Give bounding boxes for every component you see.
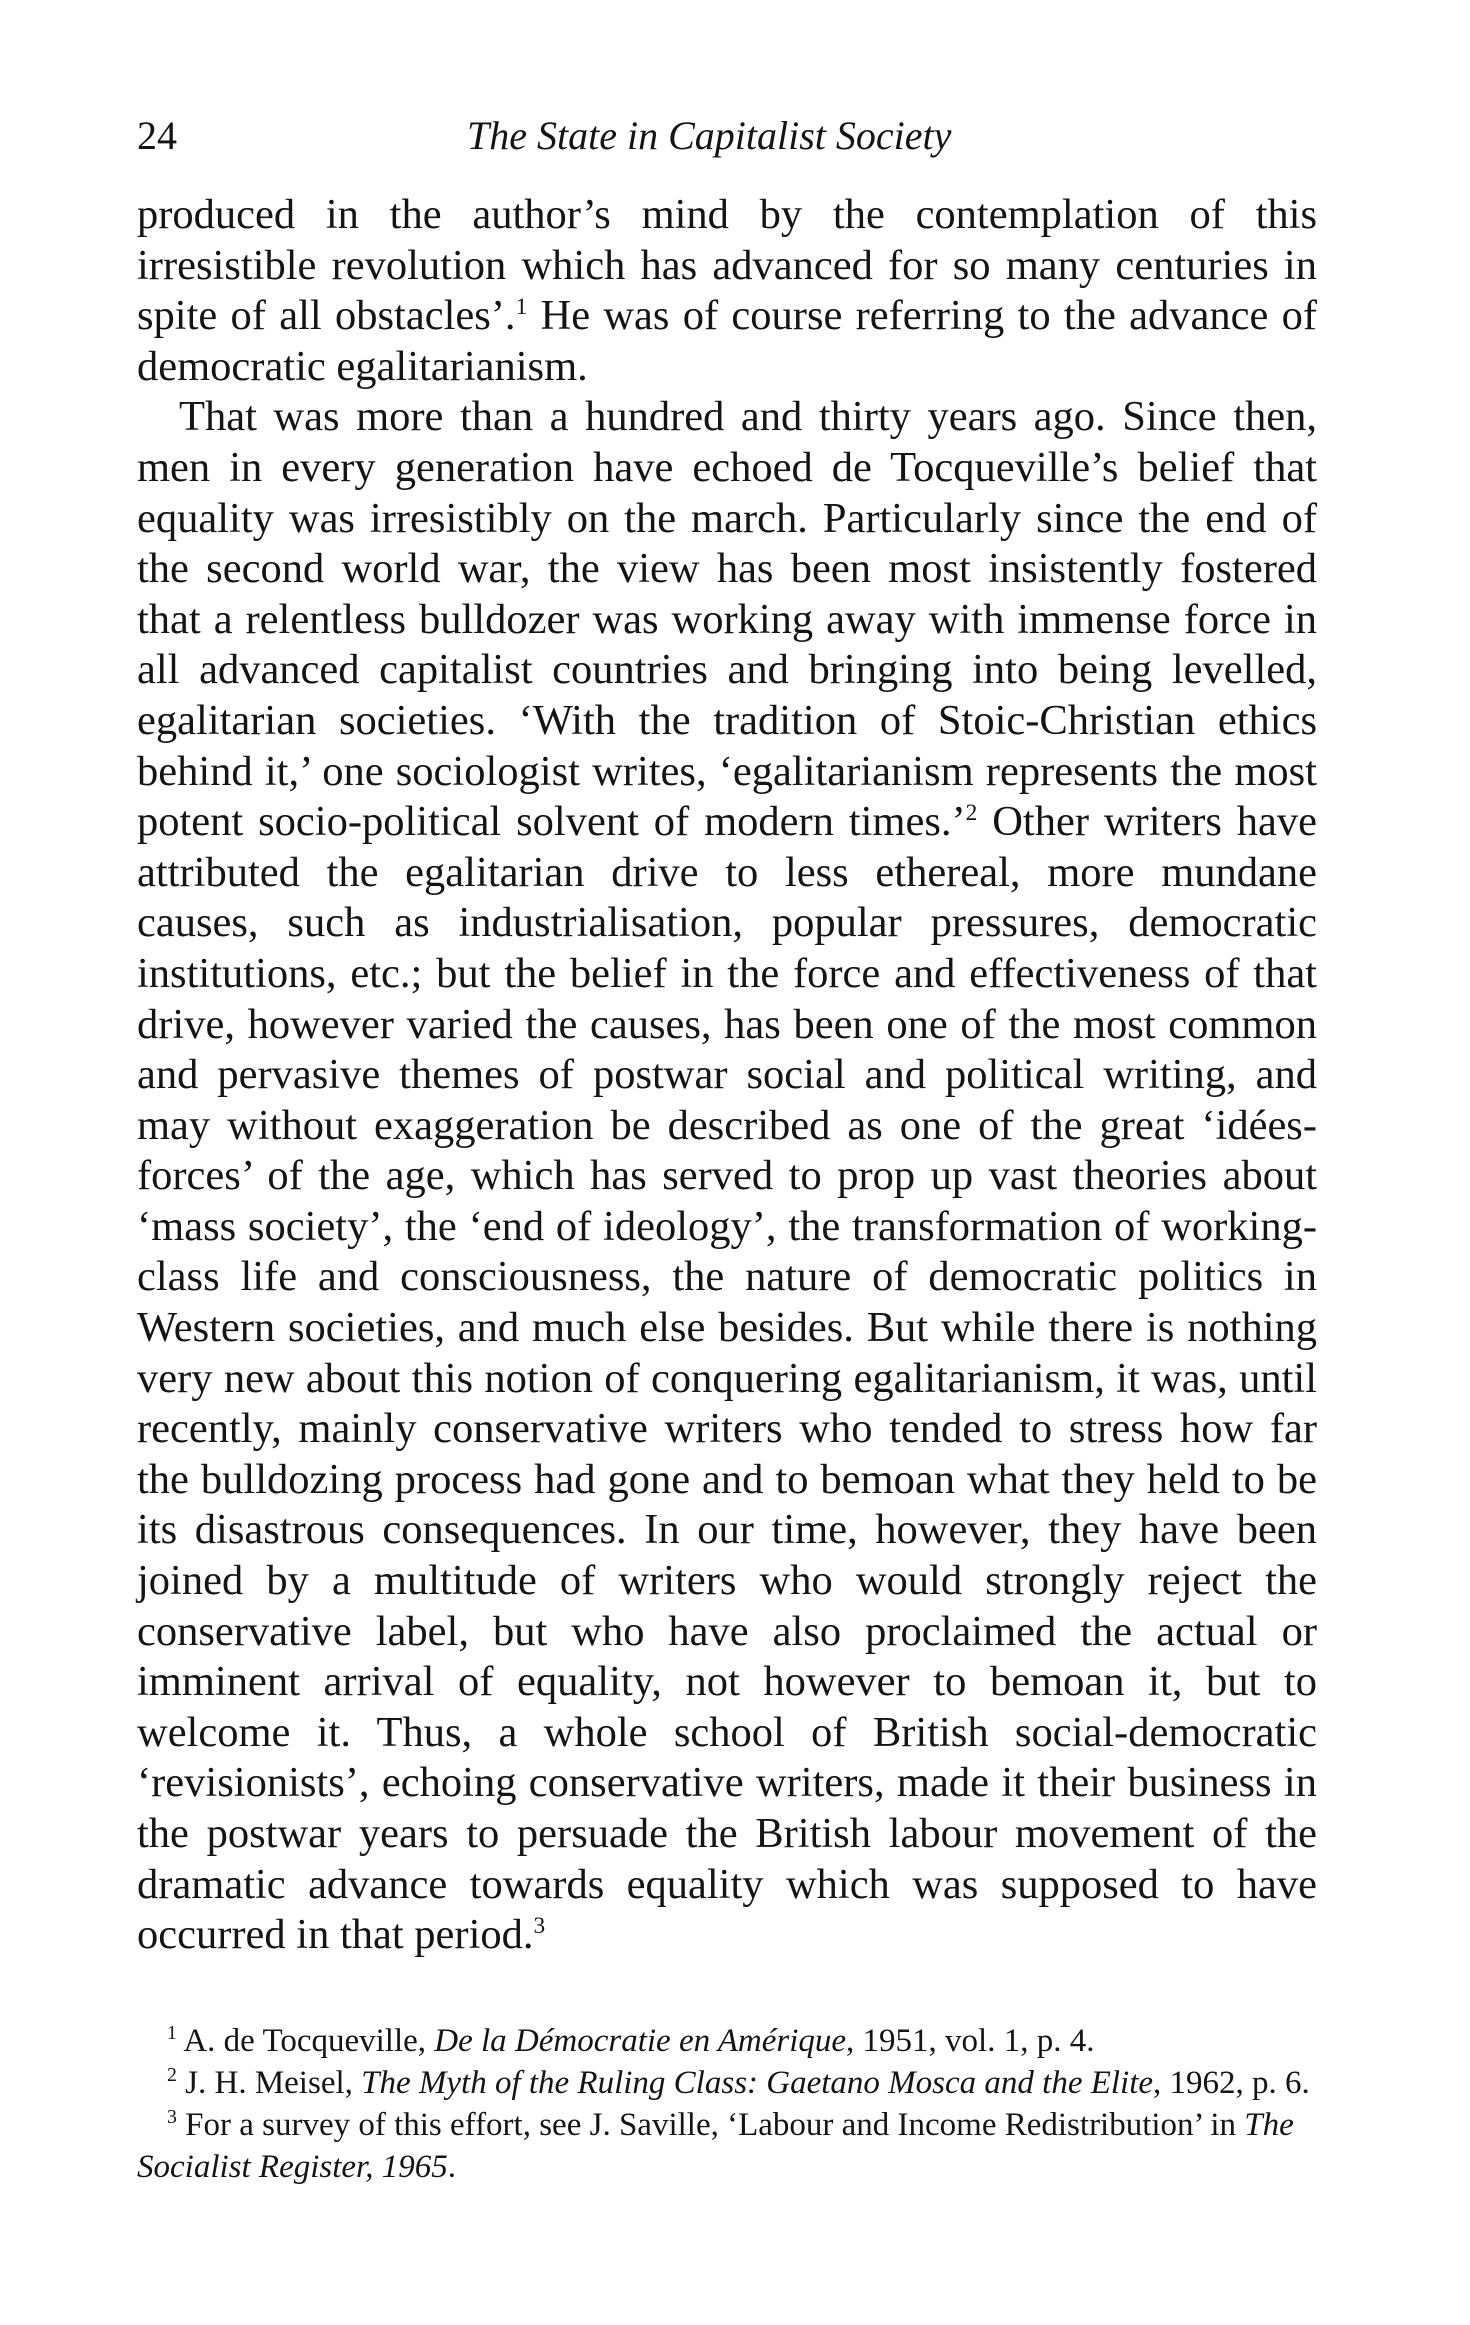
footnote-1-text-b: , 1951, vol. 1, p. 4. <box>846 2023 1095 2059</box>
paragraph-2 <box>137 392 1317 1960</box>
page-number: 24 <box>137 113 177 158</box>
running-head <box>137 108 1317 164</box>
footnotes <box>137 2020 1317 2188</box>
footnote-ref-2: 2 <box>965 799 978 826</box>
footnote-3 <box>137 2104 1317 2188</box>
footnote-2-marker: 2 <box>167 2064 177 2086</box>
body-text <box>137 190 1317 1961</box>
paragraph-1 <box>137 190 1317 392</box>
paragraph-2-text-b: Other writers have attributed the egalitarian drive to less ethereal, more mundane causes, such as industrialisation, popular pressures, democratic institutions, etc.; but the belief in the force and effectiveness of that drive, however varied the causes, has been one of the most common and pervasive themes of postwar social and political writing, and may without exaggeration be described as one of the great ‘idées-forces’ of the age, which has served to prop up vast theories about ‘mass society’, the ‘end of ideology’, the transformation of working-class life and consciousness, the nature of democratic politics in Western societies, and much else besides. But while there is nothing very new about this notion of conquering egalitarianism, it was, until recently, mainly conservative writers who tended to stress how far the bulldozing process had gone and to bemoan what they held to be its disastrous consequences. In our time, however, they have been joined by a multitude of writers who would strongly reject the conservative label, but who have also proclaimed the actual or imminent arrival of equality, not however to bemoan it, but to welcome it. Thus, a whole school of British social-democratic ‘revisionists’, echoing conservative writers, made it their business in the postwar years to persuade the British labour movement of the dramatic advance towards equality which was supposed to have occurred in that period. <box>137 798 1317 1959</box>
footnote-3-text-b: . <box>447 2149 456 2185</box>
footnote-2-text-a: J. H. Meisel, <box>185 2065 362 2101</box>
paragraph-1-text-a: produced in the author’s mind by the contemplation of this irresistible revolution which has advanced for so many centuries in spite of all obstacles’. <box>137 191 1317 340</box>
paragraph-2-text-a: That was more than a hundred and thirty years ago. Since then, men in every generation have echoed de Tocqueville’s belief that equality was irresistibly on the march. Particularly since the end of the second world war, the view has been most insistently fostered that a relentless bulldozer was working away with immense force in all advanced capitalist countries and bringing into being levelled, egalitarian societies. ‘With the tradition of Stoic-Christian ethics behind it,’ one sociologist writes, ‘egalitarianism represents the most potent socio-political solvent of modern times.’ <box>137 393 1317 846</box>
footnote-ref-3: 3 <box>533 1913 546 1940</box>
footnote-2-text-b: , 1962, p. 6. <box>1153 2065 1310 2101</box>
footnote-1-text-a: A. de Tocqueville, <box>183 2023 435 2059</box>
footnote-1-marker: 1 <box>167 2022 177 2044</box>
footnote-ref-1: 1 <box>515 294 528 321</box>
running-title: The State in Capitalist Society <box>467 113 952 158</box>
footnote-3-title: The Socialist Register, 1965 <box>137 2107 1294 2185</box>
footnote-3-text-a: For a survey of this effort, see J. Saville, ‘Labour and Income Redistribution’ in <box>185 2107 1245 2143</box>
footnote-2 <box>137 2062 1317 2104</box>
footnote-2-title: The Myth of the Ruling Class: Gaetano Mosca and the Elite <box>361 2065 1154 2101</box>
footnote-3-marker: 3 <box>167 2106 177 2128</box>
paragraph-1-text-b: He was of course referring to the advance of democratic egalitarianism. <box>137 292 1317 390</box>
footnote-1 <box>137 2020 1317 2062</box>
footnote-1-title: De la Démocratie en Amérique <box>434 2023 847 2059</box>
